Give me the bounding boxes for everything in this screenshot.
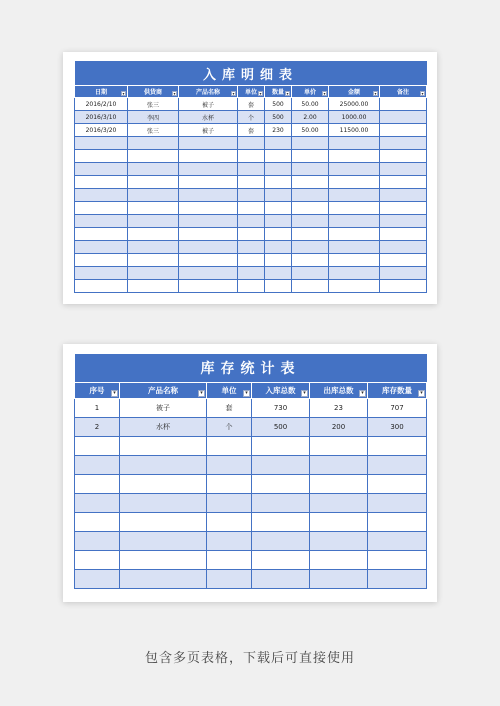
inbound-table-cell[interactable] [329,202,380,215]
inbound-column-header-label: 产品名称 [195,89,220,96]
inbound-table-cell[interactable]: 被子 [179,124,238,137]
stock-table-cell[interactable]: 300 [368,418,427,437]
stock-table-row [75,456,427,475]
inbound-table-cell[interactable] [329,267,380,280]
inbound-table-cell[interactable]: 被子 [179,98,238,111]
stock-table-cell[interactable] [75,456,120,475]
inbound-table-cell[interactable] [292,189,329,202]
inbound-table-cell[interactable] [292,228,329,241]
inbound-column-header [238,86,265,98]
filter-dropdown-icon[interactable]: ▾ [301,390,308,397]
inbound-table-cell[interactable] [292,215,329,228]
inbound-table-cell[interactable] [265,137,292,150]
inbound-table-cell[interactable]: 500 [265,98,292,111]
inbound-table-row [75,215,427,228]
inbound-table-cell[interactable] [128,280,179,293]
inbound-table-cell[interactable] [380,267,427,280]
inbound-column-header [265,86,292,98]
inbound-table-cell[interactable] [238,280,265,293]
inbound-table-cell[interactable] [265,228,292,241]
inbound-table-cell[interactable] [238,228,265,241]
inbound-table-cell[interactable] [179,163,238,176]
inbound-sheet [63,52,437,304]
stock-column-header-label: 入库总数 [265,386,296,395]
filter-dropdown-icon[interactable]: ▾ [198,390,205,397]
inbound-table-cell[interactable] [75,150,128,163]
inbound-column-header [75,86,128,98]
stock-table-cell[interactable] [120,551,207,570]
inbound-table-cell[interactable]: 套 [238,98,265,111]
stock-table-cell[interactable]: 被子 [120,399,207,418]
stock-table-cell[interactable] [252,551,310,570]
inbound-table-cell[interactable] [128,189,179,202]
inbound-table-cell[interactable] [179,137,238,150]
inbound-table-cell[interactable] [75,202,128,215]
stock-table-cell[interactable] [207,551,252,570]
inbound-column-header [329,86,380,98]
filter-dropdown-icon[interactable]: ▾ [243,390,250,397]
inbound-table-cell[interactable] [75,163,128,176]
inbound-table-cell[interactable]: 李四 [128,111,179,124]
inbound-table-cell[interactable] [380,137,427,150]
stock-table-cell[interactable] [310,551,368,570]
inbound-table-cell[interactable] [179,150,238,163]
stock-table-cell[interactable] [75,551,120,570]
stock-table-cell[interactable] [310,475,368,494]
inbound-column-header-label: 备注 [397,89,410,96]
stock-table-cell[interactable] [120,475,207,494]
stock-table-cell[interactable] [207,513,252,532]
stock-table-cell[interactable]: 1 [75,399,120,418]
stock-table-cell[interactable] [252,570,310,589]
stock-table-cell[interactable] [75,570,120,589]
inbound-table-cell[interactable] [292,137,329,150]
inbound-table-cell[interactable] [265,176,292,189]
inbound-table-cell[interactable] [265,267,292,280]
inbound-table-row [75,202,427,215]
inbound-table-row [75,98,427,111]
inbound-table-cell[interactable] [75,267,128,280]
filter-dropdown-icon[interactable]: ▾ [374,91,377,96]
inbound-table-cell[interactable] [179,241,238,254]
stock-table-cell[interactable] [120,494,207,513]
inbound-table-cell[interactable] [75,215,128,228]
stock-table-cell[interactable]: 套 [207,399,252,418]
stock-table-cell[interactable] [75,437,120,456]
stock-table-row [75,475,427,494]
inbound-table-cell[interactable] [380,228,427,241]
inbound-table-cell[interactable]: 50.00 [292,124,329,137]
inbound-table-cell[interactable] [329,163,380,176]
stock-column-header-label: 单位 [221,386,237,395]
inbound-table-row [75,280,427,293]
stock-column-header [120,383,207,399]
inbound-table-cell[interactable] [329,280,380,293]
inbound-table-cell[interactable] [380,254,427,267]
inbound-table-cell[interactable] [265,150,292,163]
inbound-table-cell[interactable] [128,150,179,163]
stock-column-header-label: 序号 [89,386,105,395]
inbound-table-cell[interactable] [179,280,238,293]
inbound-column-header-label: 单价 [303,89,316,96]
stock-table-cell[interactable] [310,494,368,513]
inbound-column-header [292,86,329,98]
inbound-table-cell[interactable] [292,241,329,254]
inbound-table-cell[interactable] [128,202,179,215]
inbound-table-cell[interactable] [128,267,179,280]
inbound-table-cell[interactable] [238,189,265,202]
inbound-table-cell[interactable] [75,176,128,189]
inbound-table-cell[interactable] [179,228,238,241]
inbound-column-header [179,86,238,98]
stock-header-row [75,383,427,399]
inbound-table-cell[interactable] [238,254,265,267]
inbound-table-cell[interactable] [238,176,265,189]
inbound-table-cell[interactable] [292,254,329,267]
inbound-table-cell[interactable]: 500 [265,111,292,124]
inbound-table-cell[interactable]: 2016/2/10 [75,98,128,111]
stock-table-cell[interactable] [310,570,368,589]
stock-table-row [75,570,427,589]
inbound-table-cell[interactable] [179,267,238,280]
inbound-table-cell[interactable] [128,254,179,267]
inbound-header-row [75,86,427,98]
inbound-table-cell[interactable] [75,228,128,241]
filter-dropdown-icon[interactable]: ▾ [232,91,235,96]
inbound-table-cell[interactable] [238,163,265,176]
inbound-table-cell[interactable]: 50.00 [292,98,329,111]
inbound-table-cell[interactable] [380,163,427,176]
filter-dropdown-icon[interactable]: ▾ [421,91,424,96]
stock-table-cell[interactable] [252,513,310,532]
stock-table [74,354,427,589]
stock-table-cell[interactable]: 200 [310,418,368,437]
inbound-table-cell[interactable]: 2016/3/10 [75,111,128,124]
inbound-table-cell[interactable] [380,150,427,163]
inbound-table-cell[interactable] [179,215,238,228]
inbound-table-row [75,124,427,137]
inbound-column-header-label: 金额 [347,89,360,96]
stock-table-cell[interactable]: 2 [75,418,120,437]
stock-table-cell[interactable] [368,551,427,570]
stock-column-header-label: 产品名称 [148,386,178,395]
inbound-table-cell[interactable] [179,202,238,215]
inbound-table [74,61,427,293]
inbound-column-header-label: 单位 [244,89,257,96]
inbound-table-cell[interactable] [329,176,380,189]
stock-column-header [368,383,427,399]
inbound-table-cell[interactable] [179,254,238,267]
filter-dropdown-icon[interactable]: ▾ [122,91,125,96]
inbound-column-header-label: 日期 [94,89,107,96]
stock-table-cell[interactable] [368,456,427,475]
inbound-title: 入库明细表 [75,61,427,86]
inbound-table-cell[interactable] [128,176,179,189]
inbound-table-cell[interactable] [292,150,329,163]
inbound-table-cell[interactable]: 1000.00 [329,111,380,124]
stock-column-header-label: 库存数量 [382,386,412,395]
stock-table-cell[interactable] [368,570,427,589]
stock-table-cell[interactable] [368,475,427,494]
stock-table-cell[interactable] [252,456,310,475]
inbound-column-header-label: 数量 [271,89,284,96]
stock-title: 库存统计表 [75,354,427,383]
stock-table-cell[interactable]: 个 [207,418,252,437]
inbound-table-cell[interactable] [75,137,128,150]
filter-dropdown-icon[interactable]: ▾ [259,91,262,96]
inbound-table-row [75,111,427,124]
stock-table-cell[interactable] [75,513,120,532]
inbound-table-cell[interactable] [265,215,292,228]
stock-table-cell[interactable] [252,494,310,513]
stock-table-row [75,532,427,551]
inbound-table-cell[interactable] [128,163,179,176]
inbound-table-cell[interactable] [380,176,427,189]
stock-table-cell[interactable] [120,532,207,551]
inbound-table-cell[interactable]: 个 [238,111,265,124]
inbound-column-header-label: 供货商 [143,89,162,96]
inbound-table-cell[interactable] [265,202,292,215]
stock-table-cell[interactable] [310,456,368,475]
inbound-table-cell[interactable]: 张三 [128,124,179,137]
stock-column-header [310,383,368,399]
stock-table-row [75,399,427,418]
stock-table-row [75,494,427,513]
inbound-table-cell[interactable] [265,241,292,254]
stock-table-cell[interactable] [120,456,207,475]
inbound-column-header [380,86,427,98]
inbound-table-cell[interactable]: 230 [265,124,292,137]
stock-table-cell[interactable] [368,513,427,532]
inbound-table-cell[interactable] [75,189,128,202]
stock-table-row [75,551,427,570]
stock-table-cell[interactable] [207,437,252,456]
stock-table-cell[interactable] [120,437,207,456]
inbound-table-row [75,150,427,163]
inbound-table-row [75,137,427,150]
inbound-table-cell[interactable] [292,267,329,280]
stock-column-header-label: 出库总数 [323,386,354,395]
inbound-table-row [75,163,427,176]
inbound-table-cell[interactable] [380,280,427,293]
inbound-table-cell[interactable] [329,241,380,254]
inbound-table-cell[interactable] [329,254,380,267]
caption-text: 包含多页表格，下载后可直接使用 [144,651,355,666]
inbound-table-row [75,189,427,202]
stock-table-cell[interactable]: 730 [252,399,310,418]
inbound-table-row [75,241,427,254]
inbound-table-cell[interactable] [75,254,128,267]
stock-table-cell[interactable] [207,456,252,475]
filter-dropdown-icon[interactable]: ▾ [418,390,425,397]
inbound-table-cell[interactable] [380,215,427,228]
filter-dropdown-icon[interactable]: ▾ [286,91,289,96]
stock-column-header [207,383,252,399]
inbound-table-cell[interactable] [380,241,427,254]
stock-table-cell[interactable] [310,437,368,456]
filter-dropdown-icon[interactable]: ▾ [359,390,366,397]
inbound-table-cell[interactable] [292,202,329,215]
stock-table-cell[interactable] [75,494,120,513]
stock-table-cell[interactable] [75,532,120,551]
inbound-table-cell[interactable]: 水杯 [179,111,238,124]
stock-table-cell[interactable]: 500 [252,418,310,437]
inbound-table-cell[interactable] [329,215,380,228]
inbound-table-cell[interactable] [128,228,179,241]
inbound-table-cell[interactable] [238,202,265,215]
stock-table-cell[interactable] [252,475,310,494]
inbound-table-cell[interactable] [238,215,265,228]
inbound-table-cell[interactable]: 2016/3/20 [75,124,128,137]
inbound-table-cell[interactable] [75,280,128,293]
inbound-table-cell[interactable] [292,280,329,293]
stock-table-cell[interactable] [207,494,252,513]
stock-table-cell[interactable]: 707 [368,399,427,418]
stock-table-row [75,513,427,532]
filter-dropdown-icon[interactable]: ▾ [323,91,326,96]
stock-table-cell[interactable] [207,570,252,589]
inbound-table-cell[interactable] [329,228,380,241]
stock-table-row [75,437,427,456]
inbound-table-cell[interactable]: 11500.00 [329,124,380,137]
inbound-table-cell[interactable] [128,137,179,150]
inbound-table-row [75,267,427,280]
inbound-table-cell[interactable] [380,189,427,202]
stock-sheet [63,344,437,602]
stock-table-cell[interactable] [310,532,368,551]
inbound-table-cell[interactable] [238,137,265,150]
inbound-column-header [128,86,179,98]
inbound-table-row [75,254,427,267]
inbound-table-cell[interactable] [265,280,292,293]
stock-column-header [75,383,120,399]
inbound-table-cell[interactable] [128,241,179,254]
inbound-table-row [75,228,427,241]
inbound-table-cell[interactable] [380,124,427,137]
stock-table-cell[interactable] [310,513,368,532]
inbound-table-cell[interactable] [179,189,238,202]
stock-table-cell[interactable] [368,532,427,551]
inbound-table-cell[interactable] [238,267,265,280]
inbound-table-cell[interactable]: 25000.00 [329,98,380,111]
inbound-table-cell[interactable] [265,163,292,176]
stock-table-cell[interactable] [120,570,207,589]
stock-table-cell[interactable] [252,532,310,551]
inbound-table-cell[interactable] [380,111,427,124]
inbound-table-cell[interactable] [265,189,292,202]
inbound-table-cell[interactable] [329,189,380,202]
inbound-table-cell[interactable] [238,241,265,254]
inbound-table-cell[interactable]: 2.00 [292,111,329,124]
stock-table-cell[interactable] [368,437,427,456]
inbound-table-cell[interactable] [292,163,329,176]
stock-table-row [75,418,427,437]
inbound-table-cell[interactable] [238,150,265,163]
stock-column-header [252,383,310,399]
inbound-table-cell[interactable] [380,98,427,111]
inbound-table-cell[interactable]: 张三 [128,98,179,111]
inbound-table-cell[interactable] [179,176,238,189]
stock-table-cell[interactable] [120,513,207,532]
stock-table-cell[interactable] [75,475,120,494]
filter-dropdown-icon[interactable]: ▾ [173,91,176,96]
stock-table-cell[interactable] [252,437,310,456]
inbound-table-cell[interactable] [329,150,380,163]
inbound-table-cell[interactable]: 套 [238,124,265,137]
inbound-table-cell[interactable] [128,215,179,228]
inbound-table-cell[interactable] [75,241,128,254]
stock-table-cell[interactable] [207,532,252,551]
stock-table-cell[interactable] [207,475,252,494]
stock-table-cell[interactable]: 23 [310,399,368,418]
inbound-table-cell[interactable] [265,254,292,267]
inbound-table-cell[interactable] [292,176,329,189]
filter-dropdown-icon[interactable]: ▾ [111,390,118,397]
inbound-table-cell[interactable] [380,202,427,215]
stock-table-cell[interactable]: 水杯 [120,418,207,437]
inbound-table-row [75,176,427,189]
inbound-table-cell[interactable] [329,137,380,150]
stock-table-cell[interactable] [368,494,427,513]
